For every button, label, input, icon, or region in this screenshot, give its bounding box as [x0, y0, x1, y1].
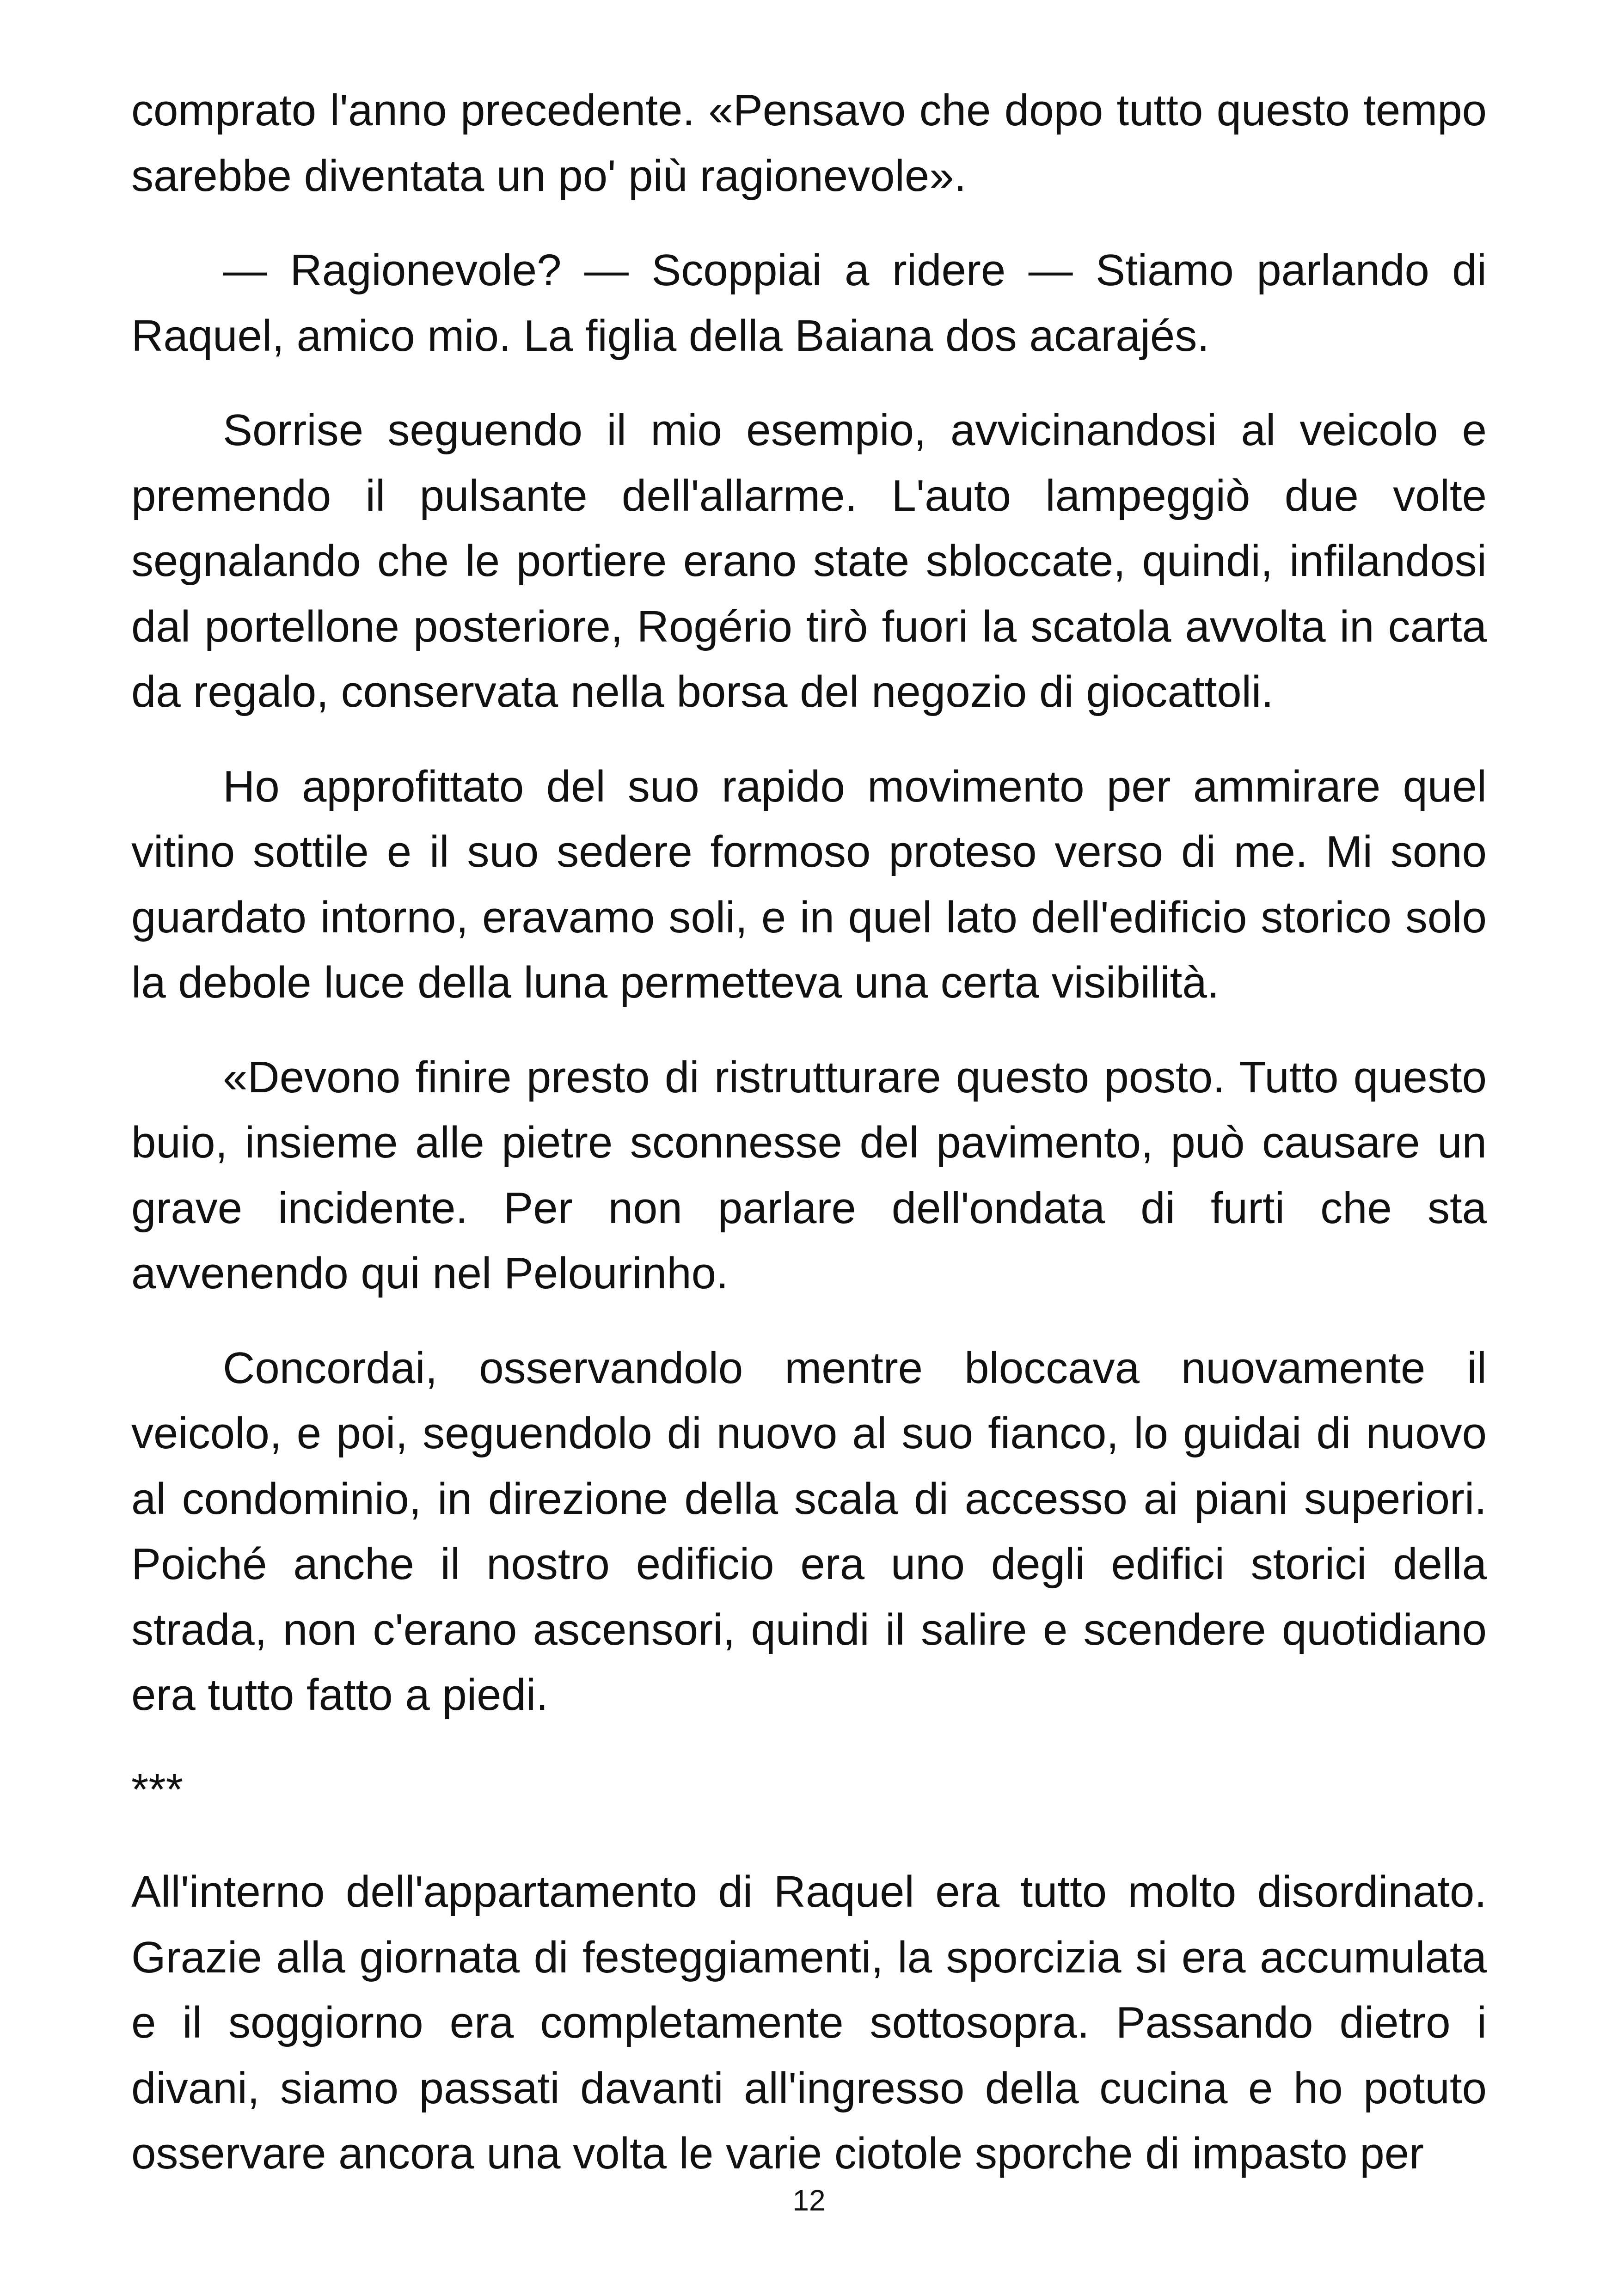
paragraph-6: Concordai, osservandolo mentre bloccava nuovamente il veicolo, e poi, seguendolo di nuovo al suo fianco, lo guidai di nuovo al condominio, in direzione della scala di accesso ai piani superiori. Poiché anche il nostro edificio era uno degli edifici storici della strada, non c'erano ascensori, quindi il salire e scendere quotidiano era tutto fatto a piedi.: [131, 1343, 1487, 1720]
paragraph-4: Ho approfittato del suo rapido movimento per ammirare quel vitino sottile e il suo sedere formoso proteso verso di me. Mi sono guardato intorno, eravamo soli, e in quel lato dell'edificio storico solo la debole luce della luna permetteva una certa visibilità.: [131, 761, 1487, 1007]
paragraph-3: Sorrise seguendo il mio esempio, avvicinandosi al veicolo e premendo il pulsante dell'allarme. L'auto lampeggiò due volte segnalando che le portiere erano state sbloccate, quindi, infilandosi dal portellone posteriore, Rogério tirò fuori la scatola avvolta in carta da regalo, conservata nella borsa del negozio di giocattoli.: [131, 405, 1487, 716]
section-separator: ***: [131, 1764, 184, 1814]
page-body: [131, 78, 1487, 2216]
paragraph-7: All'interno dell'appartamento di Raquel era tutto molto disordinato. Grazie alla giornata di festeggiamenti, la sporcizia si era accumulata e il soggiorno era completamente sottosopra. Passando dietro i divani, siamo passati davanti all'ingresso della cucina e ho potuto osservare ancora una volta le varie ciotole sporche di impasto per: [131, 1867, 1487, 2178]
paragraph-1: comprato l'anno precedente. «Pensavo che dopo tutto questo tempo sarebbe diventata un po' più ragionevole».: [131, 86, 1487, 201]
paragraph-2: — Ragionevole? — Scoppiai a ridere — Stiamo parlando di Raquel, amico mio. La figlia della Baiana dos acarajés.: [131, 245, 1487, 361]
paragraph-5: «Devono finire presto di ristrutturare questo posto. Tutto questo buio, insieme alle pietre sconnesse del pavimento, può causare un grave incidente. Per non parlare dell'ondata di furti che sta avvenendo qui nel Pelourinho.: [131, 1052, 1487, 1298]
page-number: 12: [792, 2184, 826, 2217]
